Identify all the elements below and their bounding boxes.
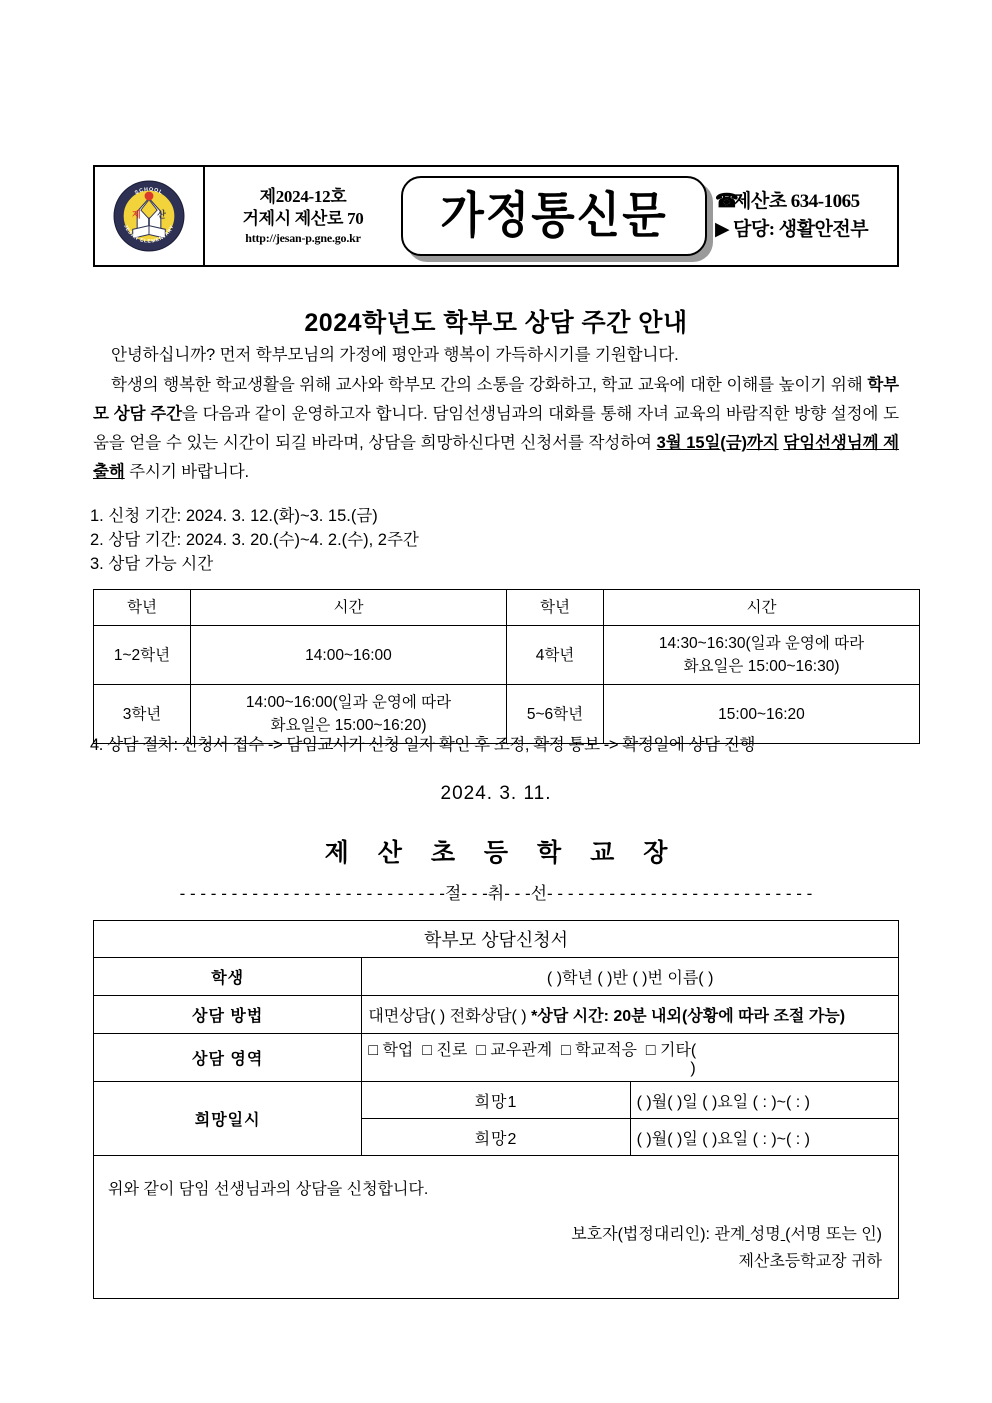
method-field[interactable] (362, 996, 899, 1034)
table-row (94, 626, 920, 685)
guardian-prefix: 보호자(법정대리인): 관계 (571, 1226, 746, 1243)
header-grade-left: 학년 (94, 590, 191, 626)
wish-label: 희망일시 (94, 1082, 362, 1156)
time-line-2: 화요일은 15:00~16:30) (683, 658, 840, 675)
masthead (93, 165, 899, 267)
header-time-left: 시간 (191, 590, 507, 626)
guardian-signature-note: (서명 또는 인) (785, 1226, 882, 1243)
svg-text:제: 제 (132, 209, 141, 220)
student-label: 학생 (94, 958, 362, 996)
body-text-4: 주시기 바랍니다. (124, 463, 250, 481)
time-line-1: 14:00~16:00(일과 운영에 따라 (245, 694, 452, 711)
checkbox-icon[interactable]: □ (368, 1042, 378, 1059)
form-title: 학부모 상담신청서 (94, 921, 899, 958)
masthead-title-cell (401, 167, 707, 265)
school-url: http://jesan-p.gne.go.kr (245, 230, 361, 245)
method-options: 대면상담( ) 전화상담( ) (368, 1008, 532, 1025)
form-row-area (94, 1034, 899, 1082)
signature-line: 제 산 초 등 학 교 장 (324, 839, 679, 867)
checkbox-icon[interactable]: □ (476, 1042, 486, 1059)
student-field[interactable]: ( )학년 ( )반 ( )번 이름( ) (362, 958, 899, 996)
newsletter-title: 가정통신문 (440, 188, 668, 243)
page-title: 2024학년도 학부모 상담 주간 안내 (304, 309, 688, 337)
newsletter-title-box (401, 176, 707, 256)
department-text: 담당: 생활안전부 (733, 219, 869, 240)
list-item: 2. 상담 기간: 2024. 3. 20.(수)~4. 2.(수), 2주간 (90, 531, 419, 549)
school-address: 거제시 제산로 70 (242, 208, 364, 228)
area-option-other: 기타( (660, 1042, 697, 1059)
time-cell (191, 626, 507, 685)
masthead-logo-cell (95, 167, 205, 265)
time-line-1: 14:00~16:00 (305, 646, 392, 664)
header-time-right: 시간 (604, 590, 920, 626)
telephone-icon: ☎ (715, 190, 739, 212)
time-line-1: 14:30~16:30(일과 운영에 따라 (658, 635, 865, 652)
table-header-row (94, 590, 920, 626)
checkbox-icon[interactable]: □ (645, 1042, 656, 1059)
wish-field-2[interactable]: ( )월( )일 ( )요일 ( : )~( : ) (630, 1119, 898, 1156)
consent-text: 위와 같이 담임 선생님과의 상담을 신청합니다. (108, 1181, 429, 1198)
addressee-line: 제산초등학교장 귀하 (738, 1253, 882, 1270)
body-text-2: 을 다음과 같이 운영하고자 합니다. 담임선생님과의 대화를 통해 자녀 교육의 바람직한 방향 설정에 도움을 얻을 수 있는 시간이 되길 바라며, 상담을 희망하신다면 신청서를 작성하여 (93, 405, 899, 452)
wish-field-1[interactable]: ( )월( )일 ( )요일 ( : )~( : ) (630, 1082, 898, 1119)
list-item: 3. 상담 가능 시간 (90, 555, 214, 573)
grade-cell: 3학년 (94, 685, 191, 744)
department-line (715, 216, 868, 245)
guardian-signature-line (108, 1221, 884, 1244)
svg-text:JESAN ELEMENTARY: JESAN ELEMENTARY (122, 224, 176, 245)
form-row-wish-1 (94, 1082, 899, 1119)
form-row-method (94, 996, 899, 1034)
cut-line: - - - - - - - - - - - - - - - - - - - - - - - - - -절- - -취- - -선- - - - - - - - - - - - - - - - - - - - - - - - - - (179, 884, 813, 903)
method-note: *상담 시간: 20분 내외(상황에 따라 조절 가능) (531, 1008, 846, 1025)
area-option-0: 학업 (382, 1042, 414, 1059)
svg-text:산: 산 (157, 209, 166, 220)
document-date: 2024. 3. 11. (440, 783, 552, 804)
area-option-3: 학교적응 (575, 1042, 637, 1059)
time-line-1: 15:00~16:20 (718, 705, 805, 723)
body-emphasis-1: 학부모 상담 주간 (93, 376, 899, 423)
submit-underline: 담임선생님께 제출해 (93, 434, 900, 481)
masthead-contact-cell (707, 167, 905, 265)
time-cell (604, 626, 920, 685)
body-paragraph (93, 371, 899, 487)
form-row-footer (94, 1156, 899, 1299)
masthead-issue-info (205, 167, 401, 265)
body-text-1: 학생의 행복한 학교생활을 위해 교사와 학부모 간의 소통을 강화하고, 학교 교육에 대한 이해를 높이기 위해 (111, 376, 868, 394)
form-row-student (94, 958, 899, 996)
method-label: 상담 방법 (94, 996, 362, 1034)
school-crest-icon (112, 179, 186, 253)
schedule-table (93, 589, 920, 744)
wish-sub-label-1: 희망1 (362, 1082, 630, 1119)
guardian-name-label: 성명 (749, 1226, 781, 1243)
list-item: 1. 신청 기간: 2024. 3. 12.(화)~3. 15.(금) (90, 507, 378, 525)
checkbox-icon[interactable]: □ (561, 1042, 571, 1059)
triangle-bullet-icon: ▶ (715, 219, 730, 240)
phone-text: 제산초 634-1065 (733, 190, 860, 212)
area-other-close: ) (690, 1060, 696, 1077)
svg-text:SCHOOL: SCHOOL (134, 186, 164, 197)
grade-cell: 1~2학년 (94, 626, 191, 685)
greeting-paragraph: 안녕하십니까? 먼저 학부모님의 가정에 평안과 행복이 가득하시기를 기원합니다. (111, 346, 679, 364)
deadline-underline: 3월 15일(금)까지 (656, 434, 779, 452)
area-option-1: 진로 (436, 1042, 468, 1059)
area-field[interactable] (362, 1034, 899, 1082)
wish-sub-label-2: 희망2 (362, 1119, 630, 1156)
procedure-item: 4. 상담 절차: 신청서 접수 -> 담임교사가 신청 일자 확인 후 조정, 확정 통보 -> 확정일에 상담 진행 (90, 736, 755, 754)
grade-cell: 5~6학년 (507, 685, 604, 744)
area-label: 상담 영역 (94, 1034, 362, 1082)
area-option-2: 교우관계 (490, 1042, 553, 1059)
time-line-2: 화요일은 15:00~16:20) (270, 717, 427, 734)
form-footer-cell (94, 1156, 899, 1299)
grade-cell: 4학년 (507, 626, 604, 685)
form-title-row (94, 921, 899, 958)
numbered-list (90, 504, 910, 576)
issue-number: 제2024-12호 (259, 187, 347, 207)
application-form-table (93, 920, 899, 1299)
header-grade-right: 학년 (507, 590, 604, 626)
checkbox-icon[interactable]: □ (422, 1042, 432, 1059)
phone-line (715, 188, 860, 217)
